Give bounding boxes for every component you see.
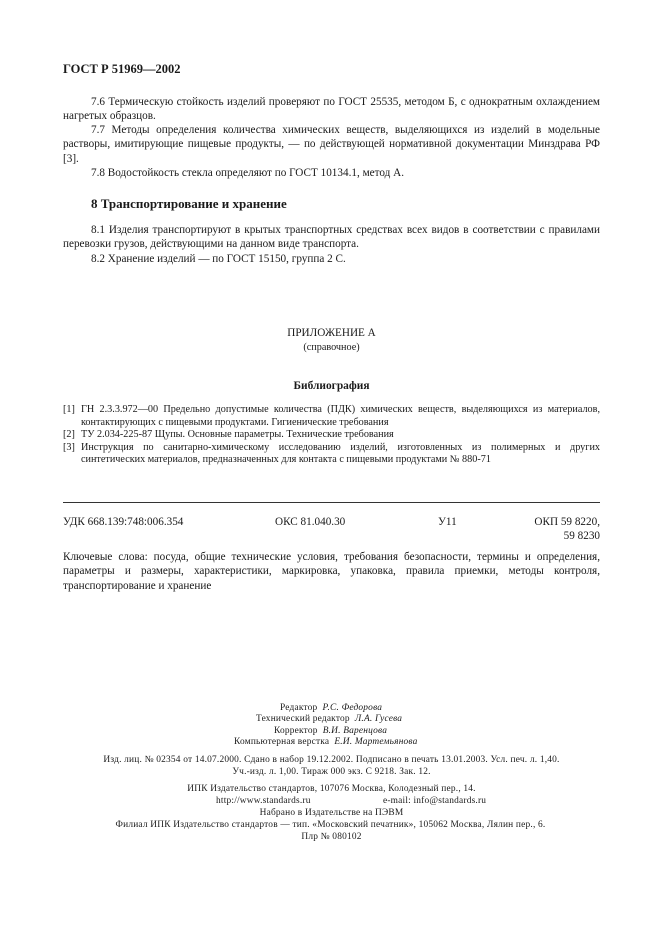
paragraph-7-8: 7.8 Водостойкость стекла определяют по ГОСТ 10134.1, метод А. [91,167,404,179]
publisher-email[interactable]: e-mail: info@standards.ru [383,796,487,806]
bibliography-entry [63,429,600,442]
bibliography-entry-text: Инструкция по санитарно-химическому исследованию изделий, изготовленных из полимерных и других синтетических материалов, предназначенных для контакта с пищевыми продуктами № 880-71 [81,441,600,466]
bibliography-entry [63,442,600,467]
credit-role: Редактор [280,703,318,713]
bibliography-list [63,404,600,467]
credit-name: Е.И. Мартемьянова [334,737,418,748]
okp-code-1: ОКП 59 8220, [534,516,600,528]
bibliography-entry [63,404,600,429]
appendix-subtitle: (справочное) [303,342,360,353]
divider-line [63,502,600,503]
paragraph-8-1: 8.1 Изделия транспортируют в крытых транспортных средствах всех видов в соответствии с правилами перевозки грузов, действующими на данном виде транспорта. [63,224,600,251]
credits-block [200,703,500,749]
publisher-address: ИПК Издательство стандартов, 107076 Москва, Колодезный пер., 14. [187,784,476,794]
document-header: ГОСТ Р 51969—2002 [63,62,181,76]
credit-line [200,714,500,725]
section-8-title: 8 Транспортирование и хранение [91,196,287,211]
bibliography-entry-number: [3] [63,441,75,453]
bibliography-title: Библиография [293,380,370,392]
credit-name: Р.С. Федорова [322,703,383,713]
appendix-title: ПРИЛОЖЕНИЕ А [287,327,376,339]
oks-code: ОКС 81.040.30 [275,516,346,528]
credit-role: Технический редактор [256,714,350,725]
okp-code-2: 59 8230 [563,530,600,542]
credit-role: Компьютерная верстка [234,737,330,748]
credit-name: В.И. Варенцова [322,725,388,736]
publisher-website[interactable]: http://www.standards.ru [216,796,311,806]
bibliography-entry-text: ТУ 2.034-225-87 Щупы. Основные параметры. Технические требования [81,429,394,441]
publishing-line-2: Уч.-изд. л. 1,00. Тираж 000 экз. С 9218. Зак. 12. [232,767,431,777]
credit-name: Л.А. Гусева [354,714,403,725]
credit-line [200,703,500,714]
publisher-typeset: Набрано в Издательстве на ПЭВМ [259,808,404,818]
publisher-license: Плр № 080102 [301,832,362,842]
publisher-branch: Филиал ИПК Издательство стандартов — тип. «Московский печатник», 105062 Москва, Лялин пер., 6. [115,820,546,830]
udk-code: УДК 668.139:748:006.354 [63,516,184,528]
paragraph-7-7: 7.7 Методы определения количества химических веществ, выделяющихся из изделий в модельные растворы, имитирующие пищевые продукты, — по действующей нормативной документации Минздрава РФ [3]. [63,124,600,165]
credit-line [200,726,500,737]
publishing-line-1: Изд. лиц. № 02354 от 14.07.2000. Сдано в набор 19.12.2002. Подписано в печать 13.01.2003. Усл. печ. л. 1,40. [103,755,560,765]
paragraph-7-6: 7.6 Термическую стойкость изделий проверяют по ГОСТ 25535, методом Б, с однократным охлаждением нагретых образцов. [63,96,600,123]
bibliography-entry-number: [1] [63,404,75,415]
keywords: Ключевые слова: посуда, общие технические условия, требования безопасности, термины и определения, параметры и размеры, характеристики, маркировка, упаковка, правила приемки, методы контроля, транспортирование и хранение [63,551,600,592]
paragraph-8-2: 8.2 Хранение изделий — по ГОСТ 15150, группа 2 С. [91,253,346,265]
bibliography-entry-number: [2] [63,429,75,441]
group-code: У11 [438,516,457,528]
credit-line [200,737,500,748]
bibliography-entry-text: ГН 2.3.3.972—00 Предельно допустимые количества (ПДК) химических веществ, выделяющихся из материалов, контактирующих с пищевыми продуктами. Гигиенические требования [81,404,600,428]
credit-role: Корректор [274,725,318,736]
